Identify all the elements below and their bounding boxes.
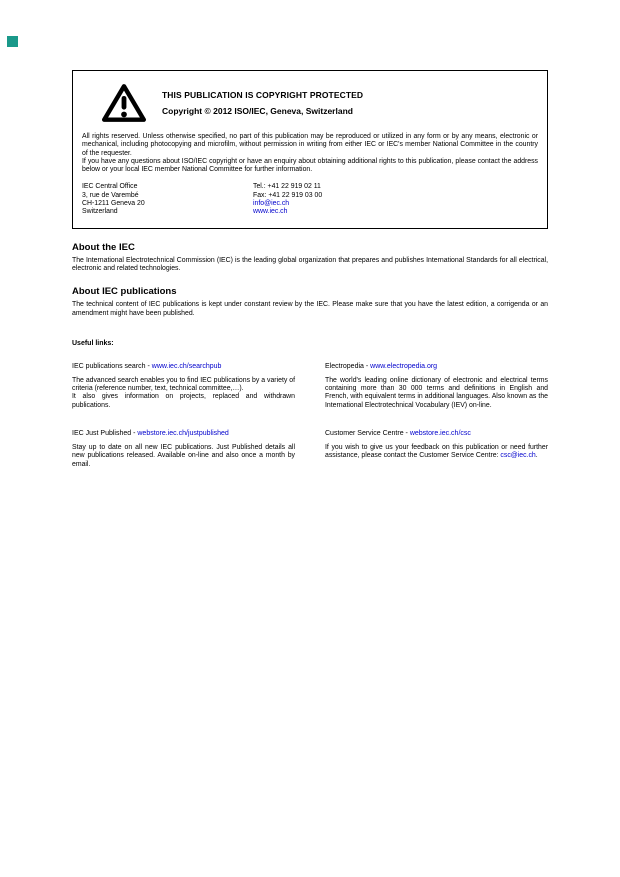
email-link[interactable]: info@iec.ch	[253, 200, 290, 208]
address-line-country: Switzerland	[82, 208, 118, 216]
link-item-just-published	[72, 430, 295, 469]
link-item-customer-service	[325, 430, 548, 469]
link-item-title	[325, 363, 548, 370]
about-iec-body: The International Electrotechnical Commission (IEC) is the leading global organization that prepares and publishes International Standards for all electrical, electronic and related technologies.	[72, 256, 548, 272]
publications-search-link[interactable]: www.iec.ch/searchpub	[151, 362, 222, 370]
about-publications-heading: About IEC publications	[72, 286, 177, 298]
about-publications-body: The technical content of IEC publications is kept under constant review by the IEC. Please make sure that you have the latest edition, a corrigenda or an amendment might have been published.	[72, 301, 548, 317]
link-item-description: Stay up to date on all new IEC publications. Just Published details all new publications released. Available on-line and also once a month by email.	[72, 444, 295, 468]
link-item-prefix: Customer Service Centre -	[325, 430, 410, 438]
link-item-prefix: Electropedia -	[325, 362, 371, 370]
contact-fax: Fax: +41 22 919 03 00	[253, 191, 323, 199]
copyright-box-header	[82, 83, 538, 123]
just-published-link[interactable]: webstore.iec.ch/justpublished	[137, 430, 229, 438]
about-iec-heading: About the IEC	[72, 241, 135, 253]
website-link[interactable]: www.iec.ch	[253, 208, 288, 216]
link-item-description	[325, 444, 548, 461]
link-item-title	[325, 430, 548, 437]
csc-description-suffix: .	[535, 452, 538, 460]
link-item-title	[72, 430, 295, 437]
link-item-publications-search	[72, 363, 295, 410]
copyright-title: THIS PUBLICATION IS COPYRIGHT PROTECTED	[162, 90, 364, 100]
customer-service-link[interactable]: webstore.iec.ch/csc	[409, 430, 471, 438]
copyright-subtitle: Copyright © 2012 ISO/IEC, Geneva, Switzerland	[162, 106, 353, 116]
useful-links-heading: Useful links:	[72, 339, 114, 347]
link-item-description: It also gives information on projects, replaced and withdrawn publications.	[72, 393, 295, 409]
link-item-description: The world's leading online dictionary of electronic and electrical terms containing more than 30 000 terms and definitions in English and French, with equivalent terms in additional languages. Also known as the International Electrotechnical Vocabulary (IEV) on-line.	[325, 376, 548, 409]
link-item-prefix: IEC publications search -	[72, 362, 152, 370]
link-item-description: The advanced search enables you to find IEC publications by a variety of criteria (reference number, text, technical committee,…).	[72, 376, 295, 393]
link-item-prefix: IEC Just Published -	[72, 430, 138, 438]
copyright-titles	[162, 90, 363, 116]
address-line-street: 3, rue de Varembé	[82, 191, 139, 199]
link-item-electropedia	[325, 363, 548, 410]
link-item-title	[72, 363, 295, 370]
address-block	[82, 183, 538, 216]
electropedia-link[interactable]: www.electropedia.org	[370, 362, 438, 370]
copyright-paragraph-2: If you have any questions about ISO/IEC copyright or have an enquiry about obtaining additional rights to this publication, please contact the address below or your local IEC member National Committee for further information.	[82, 157, 538, 174]
csc-description-text: If you wish to give us your feedback on this publication or need further assistance, please contact the Customer Service Centre:	[325, 444, 548, 460]
useful-links-grid	[72, 363, 548, 469]
warning-triangle-icon	[102, 83, 146, 123]
page-marker	[7, 36, 18, 47]
contact-tel: Tel.: +41 22 919 02 11	[253, 183, 321, 191]
page-content	[72, 70, 548, 469]
address-line-city: CH-1211 Geneva 20	[82, 200, 145, 208]
copyright-box	[72, 70, 548, 229]
csc-email-link[interactable]: csc@iec.ch	[500, 452, 536, 460]
copyright-paragraph-1: All rights reserved. Unless otherwise specified, no part of this publication may be reproduced or utilized in any form or by any means, electronic or mechanical, including photocopying and microfilm, without permission in writing from either IEC or IEC's member National Committee in the country of the requester.	[82, 133, 538, 157]
address-line-office: IEC Central Office	[82, 183, 138, 191]
